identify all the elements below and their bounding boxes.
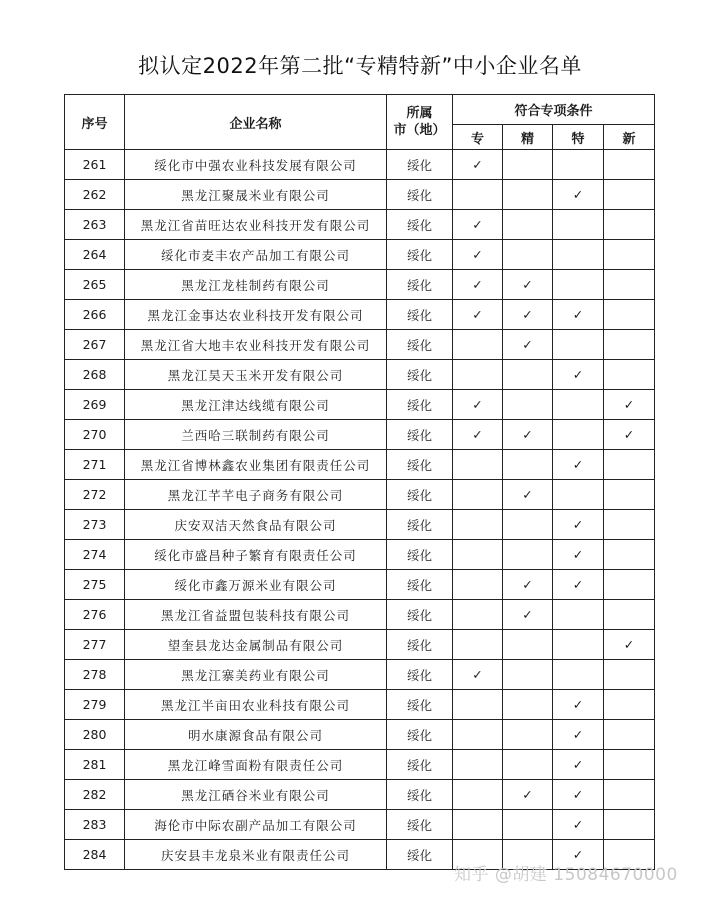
table-row xyxy=(65,330,655,360)
cond-jing-cell xyxy=(503,150,553,180)
seq-cell: 284 xyxy=(65,840,125,870)
cond-te-cell xyxy=(553,570,604,600)
company-name-cell: 望奎县龙达金属制品有限公司 xyxy=(125,630,387,660)
check-mark-icon: ✓ xyxy=(572,187,584,202)
cond-xin-cell xyxy=(604,210,655,240)
cond-jing-cell xyxy=(503,360,553,390)
check-mark-icon: ✓ xyxy=(472,397,483,412)
table-row xyxy=(65,750,655,780)
cond-zhuan-cell xyxy=(453,150,503,180)
cond-jing-cell xyxy=(503,480,553,510)
cond-jing-cell xyxy=(503,210,553,240)
company-name-cell: 明水康源食品有限公司 xyxy=(125,720,387,750)
table-row xyxy=(65,600,655,630)
cond-xin-cell xyxy=(604,420,655,450)
cond-jing-cell xyxy=(503,300,553,330)
header-location xyxy=(387,95,453,150)
cond-te-cell xyxy=(553,180,604,210)
check-mark-icon: ✓ xyxy=(572,787,584,802)
cond-te-cell xyxy=(553,390,604,420)
header-cond-te: 特 xyxy=(553,125,604,150)
document-title: 拟认定2022年第二批“专精特新”中小企业名单 xyxy=(138,54,582,78)
company-name-cell: 庆安县丰龙泉米业有限责任公司 xyxy=(125,840,387,870)
location-cell: 绥化 xyxy=(387,630,453,660)
seq-cell: 282 xyxy=(65,780,125,810)
cond-jing-cell xyxy=(503,630,553,660)
table-row xyxy=(65,630,655,660)
cond-jing-cell xyxy=(503,330,553,360)
cond-xin-cell xyxy=(604,570,655,600)
table-row xyxy=(65,300,655,330)
company-name-cell: 黑龙江昊天玉米开发有限公司 xyxy=(125,360,387,390)
cond-xin-cell xyxy=(604,360,655,390)
location-cell: 绥化 xyxy=(387,450,453,480)
seq-cell: 262 xyxy=(65,180,125,210)
check-mark-icon: ✓ xyxy=(522,577,533,592)
company-name-cell: 海伦市中际农副产品加工有限公司 xyxy=(125,810,387,840)
location-cell: 绥化 xyxy=(387,600,453,630)
cond-zhuan-cell xyxy=(453,600,503,630)
cond-te-cell xyxy=(553,150,604,180)
cond-jing-cell xyxy=(503,570,553,600)
cond-zhuan-cell xyxy=(453,300,503,330)
cond-xin-cell xyxy=(604,780,655,810)
company-name-cell: 绥化市盛昌种子繁育有限责任公司 xyxy=(125,540,387,570)
company-name-cell: 黑龙江聚晟米业有限公司 xyxy=(125,180,387,210)
seq-cell: 265 xyxy=(65,270,125,300)
header-cond-zhuan: 专 xyxy=(453,125,503,150)
company-name-cell: 绥化市麦丰农产品加工有限公司 xyxy=(125,240,387,270)
cond-zhuan-cell xyxy=(453,360,503,390)
table-row xyxy=(65,480,655,510)
check-mark-icon: ✓ xyxy=(522,487,533,502)
location-cell: 绥化 xyxy=(387,240,453,270)
location-cell: 绥化 xyxy=(387,840,453,870)
header-cond-jing: 精 xyxy=(503,125,553,150)
table-row xyxy=(65,390,655,420)
seq-cell: 261 xyxy=(65,150,125,180)
check-mark-icon: ✓ xyxy=(472,427,483,442)
company-name-cell: 绥化市中强农业科技发展有限公司 xyxy=(125,150,387,180)
cond-xin-cell xyxy=(604,180,655,210)
cond-zhuan-cell xyxy=(453,570,503,600)
company-name-cell: 黑龙江金事达农业科技开发有限公司 xyxy=(125,300,387,330)
location-cell: 绥化 xyxy=(387,270,453,300)
cond-te-cell xyxy=(553,210,604,240)
cond-jing-cell xyxy=(503,660,553,690)
table-row xyxy=(65,210,655,240)
seq-cell: 273 xyxy=(65,510,125,540)
company-name-cell: 黑龙江半亩田农业科技有限公司 xyxy=(125,690,387,720)
check-mark-icon: ✓ xyxy=(572,547,584,562)
cond-zhuan-cell xyxy=(453,720,503,750)
check-mark-icon: ✓ xyxy=(472,277,483,292)
location-cell: 绥化 xyxy=(387,210,453,240)
check-mark-icon: ✓ xyxy=(623,427,635,442)
cond-xin-cell xyxy=(604,330,655,360)
table-row xyxy=(65,810,655,840)
header-seq: 序号 xyxy=(65,95,125,150)
cond-xin-cell xyxy=(604,810,655,840)
cond-xin-cell xyxy=(604,150,655,180)
cond-jing-cell xyxy=(503,390,553,420)
table-header-row xyxy=(65,95,655,125)
location-cell: 绥化 xyxy=(387,510,453,540)
cond-zhuan-cell xyxy=(453,390,503,420)
location-cell: 绥化 xyxy=(387,360,453,390)
cond-te-cell xyxy=(553,420,604,450)
company-name-cell: 黑龙江省益盟包装科技有限公司 xyxy=(125,600,387,630)
cond-te-cell xyxy=(553,270,604,300)
cond-jing-cell xyxy=(503,240,553,270)
check-mark-icon: ✓ xyxy=(522,337,533,352)
company-list-table xyxy=(64,94,655,870)
seq-cell: 278 xyxy=(65,660,125,690)
cond-zhuan-cell xyxy=(453,780,503,810)
seq-cell: 275 xyxy=(65,570,125,600)
seq-cell: 274 xyxy=(65,540,125,570)
check-mark-icon: ✓ xyxy=(522,427,533,442)
check-mark-icon: ✓ xyxy=(572,457,584,472)
header-company-name: 企业名称 xyxy=(125,95,387,150)
seq-cell: 276 xyxy=(65,600,125,630)
cond-jing-cell xyxy=(503,810,553,840)
check-mark-icon: ✓ xyxy=(572,757,584,772)
company-name-cell: 黑龙江省苗旺达农业科技开发有限公司 xyxy=(125,210,387,240)
seq-cell: 277 xyxy=(65,630,125,660)
cond-te-cell xyxy=(553,600,604,630)
check-mark-icon: ✓ xyxy=(572,517,584,532)
seq-cell: 269 xyxy=(65,390,125,420)
cond-xin-cell xyxy=(604,630,655,660)
cond-jing-cell xyxy=(503,780,553,810)
location-cell: 绥化 xyxy=(387,570,453,600)
seq-cell: 270 xyxy=(65,420,125,450)
cond-te-cell xyxy=(553,360,604,390)
location-cell: 绥化 xyxy=(387,480,453,510)
cond-jing-cell xyxy=(503,540,553,570)
cond-te-cell xyxy=(553,780,604,810)
table-row xyxy=(65,510,655,540)
cond-te-cell xyxy=(553,510,604,540)
cond-zhuan-cell xyxy=(453,480,503,510)
cond-xin-cell xyxy=(604,300,655,330)
check-mark-icon: ✓ xyxy=(522,277,533,292)
cond-zhuan-cell xyxy=(453,810,503,840)
company-name-cell: 绥化市鑫万源米业有限公司 xyxy=(125,570,387,600)
company-name-cell: 庆安双洁天然食品有限公司 xyxy=(125,510,387,540)
seq-cell: 267 xyxy=(65,330,125,360)
cond-zhuan-cell xyxy=(453,510,503,540)
check-mark-icon: ✓ xyxy=(623,397,635,412)
header-conditions: 符合专项条件 xyxy=(453,95,655,125)
check-mark-icon: ✓ xyxy=(572,577,584,592)
company-name-cell: 黑龙江寨美药业有限公司 xyxy=(125,660,387,690)
cond-zhuan-cell xyxy=(453,180,503,210)
cond-zhuan-cell xyxy=(453,210,503,240)
cond-xin-cell xyxy=(604,720,655,750)
cond-xin-cell xyxy=(604,600,655,630)
table-row xyxy=(65,570,655,600)
check-mark-icon: ✓ xyxy=(472,247,483,262)
table-row xyxy=(65,270,655,300)
location-cell: 绥化 xyxy=(387,750,453,780)
table-body xyxy=(65,150,655,870)
seq-cell: 272 xyxy=(65,480,125,510)
table-row xyxy=(65,450,655,480)
cond-zhuan-cell xyxy=(453,750,503,780)
cond-te-cell xyxy=(553,630,604,660)
check-mark-icon: ✓ xyxy=(522,607,533,622)
header-location-line1: 所属 xyxy=(406,106,433,121)
seq-cell: 271 xyxy=(65,450,125,480)
cond-xin-cell xyxy=(604,270,655,300)
location-cell: 绥化 xyxy=(387,390,453,420)
location-cell: 绥化 xyxy=(387,540,453,570)
cond-te-cell xyxy=(553,480,604,510)
check-mark-icon: ✓ xyxy=(572,367,584,382)
cond-te-cell xyxy=(553,750,604,780)
cond-te-cell xyxy=(553,540,604,570)
cond-te-cell xyxy=(553,330,604,360)
check-mark-icon: ✓ xyxy=(572,727,584,742)
cond-jing-cell xyxy=(503,600,553,630)
location-cell: 绥化 xyxy=(387,720,453,750)
check-mark-icon: ✓ xyxy=(472,217,483,232)
seq-cell: 263 xyxy=(65,210,125,240)
cond-jing-cell xyxy=(503,720,553,750)
table-row xyxy=(65,360,655,390)
table-row xyxy=(65,660,655,690)
cond-zhuan-cell xyxy=(453,690,503,720)
table-row xyxy=(65,720,655,750)
cond-jing-cell xyxy=(503,270,553,300)
company-name-cell: 黑龙江峰雪面粉有限责任公司 xyxy=(125,750,387,780)
check-mark-icon: ✓ xyxy=(572,817,584,832)
company-name-cell: 黑龙江龙桂制药有限公司 xyxy=(125,270,387,300)
seq-cell: 264 xyxy=(65,240,125,270)
cond-xin-cell xyxy=(604,540,655,570)
cond-jing-cell xyxy=(503,690,553,720)
cond-jing-cell xyxy=(503,510,553,540)
cond-xin-cell xyxy=(604,660,655,690)
cond-jing-cell xyxy=(503,180,553,210)
check-mark-icon: ✓ xyxy=(572,697,584,712)
cond-xin-cell xyxy=(604,450,655,480)
table-row xyxy=(65,150,655,180)
location-cell: 绥化 xyxy=(387,300,453,330)
table-row xyxy=(65,690,655,720)
location-cell: 绥化 xyxy=(387,780,453,810)
check-mark-icon: ✓ xyxy=(572,847,584,862)
header-location-line2: 市（地） xyxy=(393,123,446,138)
company-name-cell: 黑龙江硒谷米业有限公司 xyxy=(125,780,387,810)
location-cell: 绥化 xyxy=(387,330,453,360)
cond-zhuan-cell xyxy=(453,330,503,360)
header-cond-xin: 新 xyxy=(604,125,655,150)
cond-jing-cell xyxy=(503,750,553,780)
check-mark-icon: ✓ xyxy=(572,307,584,322)
table-row xyxy=(65,540,655,570)
seq-cell: 283 xyxy=(65,810,125,840)
cond-te-cell xyxy=(553,660,604,690)
table-row xyxy=(65,420,655,450)
location-cell: 绥化 xyxy=(387,420,453,450)
cond-xin-cell xyxy=(604,240,655,270)
company-name-cell: 兰西哈三联制药有限公司 xyxy=(125,420,387,450)
cond-xin-cell xyxy=(604,390,655,420)
cond-zhuan-cell xyxy=(453,420,503,450)
seq-cell: 279 xyxy=(65,690,125,720)
seq-cell: 281 xyxy=(65,750,125,780)
company-name-cell: 黑龙江省博林鑫农业集团有限责任公司 xyxy=(125,450,387,480)
company-name-cell: 黑龙江津达线缆有限公司 xyxy=(125,390,387,420)
cond-jing-cell xyxy=(503,420,553,450)
seq-cell: 280 xyxy=(65,720,125,750)
cond-zhuan-cell xyxy=(453,630,503,660)
check-mark-icon: ✓ xyxy=(623,637,635,652)
cond-te-cell xyxy=(553,240,604,270)
company-name-cell: 黑龙江省大地丰农业科技开发有限公司 xyxy=(125,330,387,360)
cond-xin-cell xyxy=(604,510,655,540)
check-mark-icon: ✓ xyxy=(472,157,483,172)
location-cell: 绥化 xyxy=(387,690,453,720)
cond-te-cell xyxy=(553,720,604,750)
seq-cell: 268 xyxy=(65,360,125,390)
check-mark-icon: ✓ xyxy=(522,307,533,322)
company-name-cell: 黑龙江芊芊电子商务有限公司 xyxy=(125,480,387,510)
table-row xyxy=(65,780,655,810)
cond-te-cell xyxy=(553,300,604,330)
seq-cell: 266 xyxy=(65,300,125,330)
cond-te-cell xyxy=(553,810,604,840)
location-cell: 绥化 xyxy=(387,180,453,210)
location-cell: 绥化 xyxy=(387,660,453,690)
table-row xyxy=(65,180,655,210)
cond-jing-cell xyxy=(503,450,553,480)
cond-zhuan-cell xyxy=(453,450,503,480)
cond-zhuan-cell xyxy=(453,270,503,300)
location-cell: 绥化 xyxy=(387,810,453,840)
cond-xin-cell xyxy=(604,690,655,720)
check-mark-icon: ✓ xyxy=(472,307,483,322)
cond-te-cell xyxy=(553,450,604,480)
check-mark-icon: ✓ xyxy=(472,667,483,682)
watermark: 知乎 @胡建 15084670000 xyxy=(454,865,678,885)
cond-zhuan-cell xyxy=(453,240,503,270)
location-cell: 绥化 xyxy=(387,150,453,180)
check-mark-icon: ✓ xyxy=(522,787,533,802)
cond-zhuan-cell xyxy=(453,660,503,690)
table-row xyxy=(65,240,655,270)
cond-xin-cell xyxy=(604,750,655,780)
cond-xin-cell xyxy=(604,480,655,510)
cond-te-cell xyxy=(553,690,604,720)
cond-zhuan-cell xyxy=(453,540,503,570)
